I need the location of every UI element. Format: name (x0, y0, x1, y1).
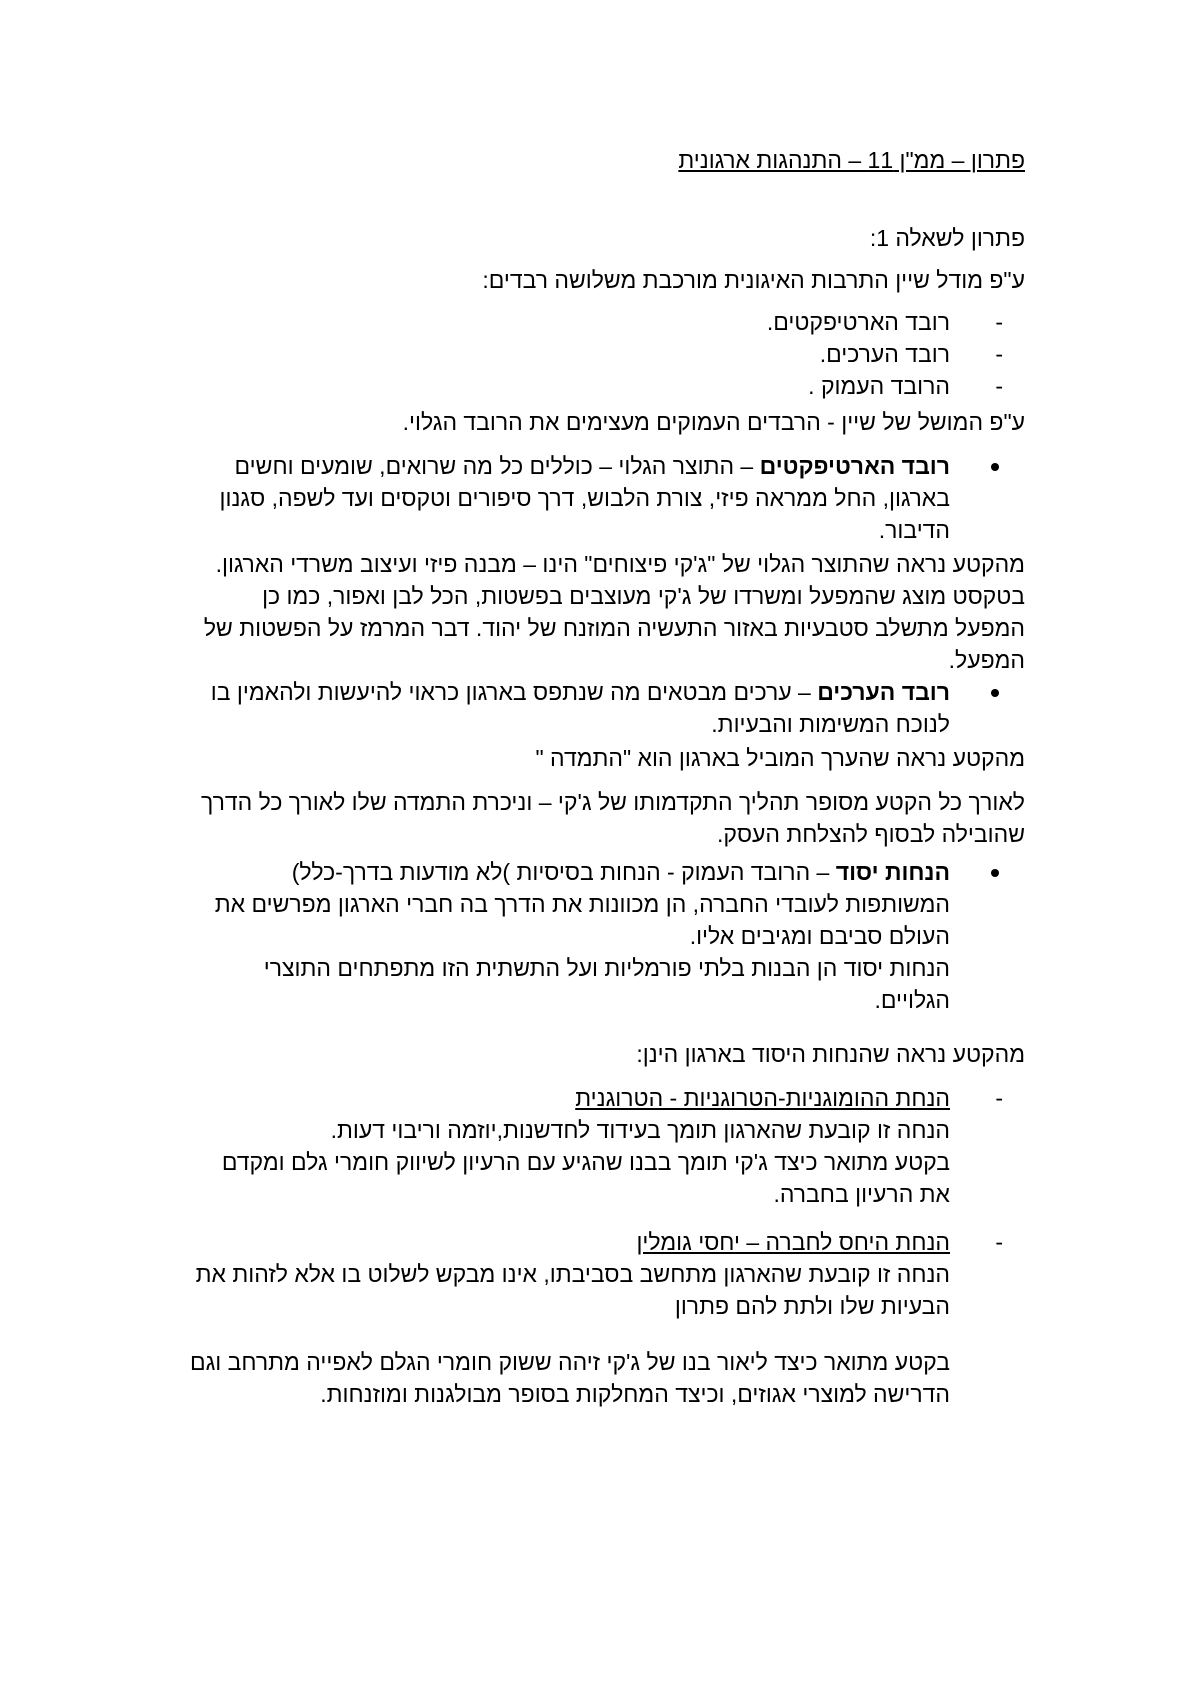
assumption-heading: - הנחת ההומוגניות-הטרוגניות - הטרוגנית (575, 1085, 950, 1111)
assumptions-definition-continued: הנחות יסוד הן הבנות בלתי פורמליות ועל התשתית הזו מתפתחים התוצרי הגלויים. (263, 955, 950, 1013)
list-item (190, 676, 1025, 740)
list-item (190, 1226, 1025, 1410)
values-bullet (190, 676, 1025, 740)
intro-paragraph: ע"פ מודל שיין התרבות האיגונית מורכבת משלושה רבדים: (482, 267, 1025, 293)
assumptions-intro-paragraph: מהקטע נראה שהנחות היסוד בארגון הינן: (636, 1041, 1025, 1067)
assumption-text: הנחה זו קובעת שהארגון מתחשב בסביבתו, אינו מבקש לשלוט בו אלא לזהות את הבעיות שלו ולתת להם פתרון (195, 1261, 950, 1319)
term-bold: רובד הארטיפקטים (759, 453, 950, 479)
artifacts-bullet (190, 450, 1025, 546)
assumption-text: בקטע מתואר כיצד ג'קי תומך בבנו שהגיע עם הרעיון לשיווק חומרי גלם ומקדם את הרעיון בחברה. (221, 1149, 950, 1207)
assumption-text: בקטע מתואר כיצד ליאור בנו של ג'קי זיהה ששוק חומרי הגלם לאפייה מתרחב וגם הדרישה למוצרי אגוזים, וכיצד המחלקות בסופר מבולגנות ומוזנחות. (189, 1349, 950, 1407)
question-heading: פתרון לשאלה 1: (869, 225, 1025, 251)
list-item: - הרובד העמוק . (190, 370, 1025, 402)
list-item: - רובד הארטיפקטים. (190, 306, 1025, 338)
layers-list (190, 306, 1025, 402)
term-description: – התוצר הגלוי – כוללים כל מה שרואים, שומעים וחשים בארגון, החל ממראה פיזי, צורת הלבוש, דרך סיפורים וטקסים ועד לשפה, סגנון הדיבור. (219, 453, 950, 543)
assumption-item-2 (190, 1226, 1025, 1410)
values-explanation-paragraph: לאורך כל הקטע מסופר תהליך התקדמותו של ג'קי – וניכרת התמדה שלו לאורך כל הדרך שהובילה לבסוף להצלחת העסק. (201, 789, 1025, 847)
list-item (190, 1082, 1025, 1210)
assumption-item-1 (190, 1082, 1025, 1210)
term-description: – ערכים מבטאים מה שנתפס בארגון כראוי להיעשות ולהאמין בו לנוכח המשימות והבעיות. (210, 679, 950, 737)
list-item (190, 450, 1025, 546)
term-bold: רובד הערכים (817, 679, 950, 705)
assumption-text: הנחה זו קובעת שהארגון תומך בעידוד לחדשנות,יוזמה וריבוי דעות. (330, 1117, 950, 1143)
list-item: - רובד הערכים. (190, 338, 1025, 370)
values-example-paragraph: מהקטע נראה שהערך המוביל בארגון הוא "התמדה " (535, 745, 1025, 771)
principle-paragraph: ע"פ המושל של שיין - הרבדים העמוקים מעצימים את הרובד הגלוי. (402, 409, 1025, 435)
list-item (190, 856, 1025, 1016)
assumptions-definition (190, 856, 950, 952)
term-bold: הנחות יסוד (835, 859, 950, 885)
assumption-heading: - הנחת היחס לחברה – יחסי גומלין (636, 1229, 950, 1255)
term-description: – הרובד העמוק - הנחות בסיסיות )לא מודעות בדרך-כלל) המשותפות לעובדי החברה, הן מכוונות את הדרך בה חברי הארגון מפרשים את העולם סביבם ומגיבים אליו. (214, 859, 950, 949)
artifacts-example-paragraph: מהקטע נראה שהתוצר הגלוי של "ג'קי פיצוחים" הינו – מבנה פיזי ועיצוב משרדי הארגון. בטקסט מוצג שהמפעל ומשרדו של ג'קי מעוצבים בפשטות, הכל לבן ואפור, כמו כן המפעל מתשלב סטבעיות באזור התעשיה המוזנח של יהוד. דבר המרמז על הפשטות של המפעל. (203, 551, 1025, 673)
document-title: פתרון – ממ"ן 11 – התנהגות ארגונית (678, 147, 1025, 173)
assumptions-bullet (190, 856, 1025, 1016)
